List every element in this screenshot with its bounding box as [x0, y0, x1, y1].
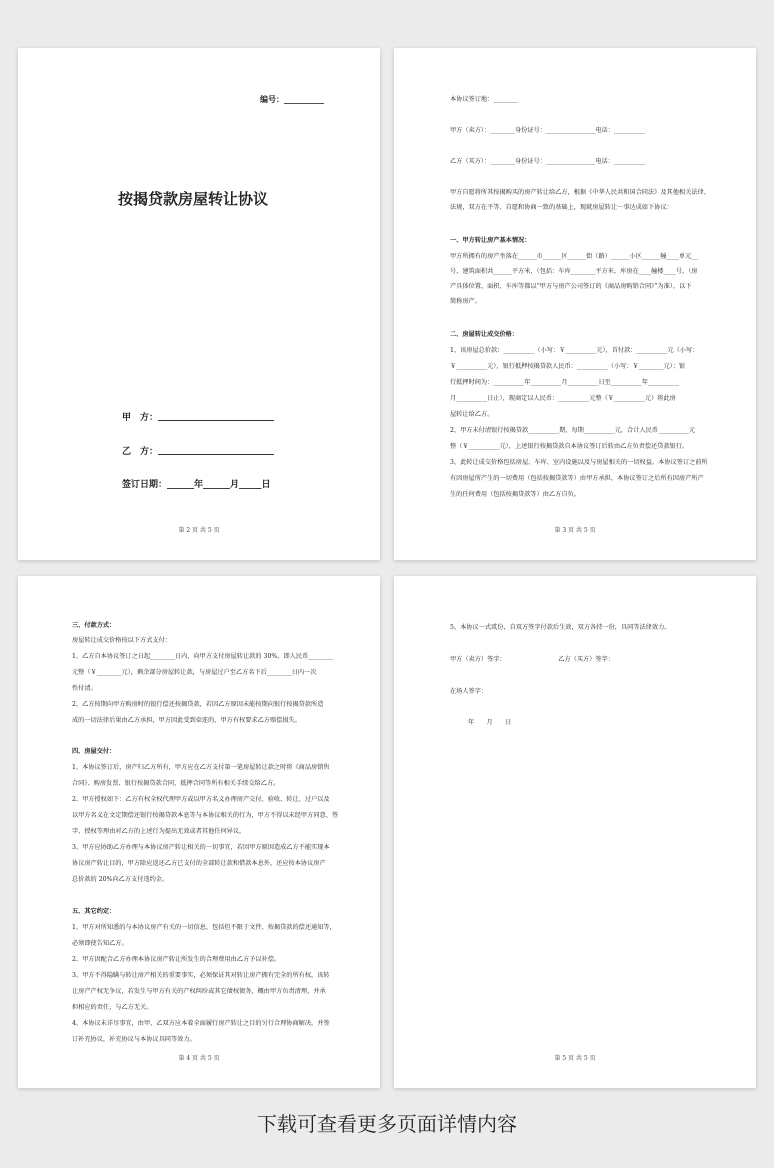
text-line: 有因房屋所产生的一切费用（包括按揭贷款等）由甲方承担，本协议签订之后所有因房产所产 — [450, 475, 704, 482]
text-line: 2、甲方授权如下：乙方有权全权代理甲方或以甲方名义办理房产交付、验收、转让、过户以及 — [72, 796, 330, 803]
text-line: 1、甲方对所知悉的与本协议房产有关的一切信息，包括但不限于文件、按揭贷款的偿还通知等， — [72, 924, 336, 931]
text-line: 乙方（买方）：________身份证号：________________电话：__________ — [450, 158, 645, 165]
text-line: 甲方（卖方）：________身份证号：________________电话：__________ — [450, 127, 645, 134]
text-line: 协议房产转让目的，甲方除应返还乙方已支付的全部转让款和借款本息外，还应按本协议房产 — [72, 860, 326, 867]
document-page-3 — [18, 576, 380, 1088]
text-line: 生的任何费用（包括按揭贷款等）由乙方自负。 — [450, 491, 580, 498]
text-line: 整（￥__________元），上述银行按揭贷款自本协议签订后转由乙方负责偿还贷款银行。 — [450, 443, 689, 450]
section-heading: 五、其它约定： — [72, 908, 116, 915]
text-line: 甲方自愿将所其按揭购买的房产转让给乙方，根据《中华人民共和国合同法》及其他相关法律、 — [450, 189, 710, 196]
text-line: 4、本协议未详尽事宜，由甲、乙双方应本着全面履行房产转让之目的另行合理协商解决，并签 — [72, 1020, 330, 1027]
text-line: 甲方所拥有的房产坐落在______市______区______街（路）______小区______幢____单元__ — [450, 253, 698, 260]
text-line: 元整（￥________元），剩余部分房屋转让款，与房屋过户至乙方名下后________日内一次 — [72, 669, 317, 676]
text-line: 订补充协议，补充协议与本协议具同等效力。 — [72, 1036, 196, 1043]
text-line: 2、甲方因配合乙方办理本协议房产转让所发生的合理费用由乙方予以补偿。 — [72, 956, 281, 963]
text-line: 月__________日止），现商定以人民币：__________元整（￥__________元）将此房 — [450, 395, 676, 402]
party-a-label: 甲 方： — [122, 413, 159, 423]
document-title: 按揭贷款房屋转让协议 — [118, 190, 269, 208]
text-line: 1、乙方自本协议签订之日起________日内，向甲方支付房屋转让款的 30%，即人民币________ — [72, 653, 333, 660]
text-line: 合同》、购房发票、银行按揭贷款合同、抵押合同等所有相关手续交给乙方。 — [72, 780, 280, 787]
text-line: 2、甲方未付清银行按揭贷款__________期，每期__________元，合计人民币__________元 — [450, 427, 696, 434]
party-b-label: 乙 方： — [122, 447, 159, 457]
text-line: 法规，双方在平等、自愿和协商一致的基础上，现就房屋转让一事达成如下协议： — [450, 204, 673, 211]
text-line: 成的一切法律后果由乙方承担，甲方因此受到牵连的，甲方有权要求乙方赔偿损失。 — [72, 717, 301, 724]
text-line: 号，建筑面积共______平方米，（包括：车库________平方米，库房在____幢楼____号，（房 — [450, 268, 698, 275]
witness-signature: 在场人签字： — [450, 688, 488, 695]
signature-line: 甲方（卖方）签字： 乙方（买方）签字： — [450, 656, 614, 663]
signing-date: 签订日期：______年______月_____日 — [122, 480, 271, 490]
text-line: 性付清。 — [72, 685, 97, 692]
document-page-2 — [394, 48, 756, 560]
download-caption: 下载可查看更多页面详情内容 — [257, 1112, 517, 1136]
section-heading: 二、房屋转让成交价格： — [450, 331, 519, 338]
document-page-cover — [18, 48, 380, 560]
party-b-underline — [158, 454, 274, 455]
section-heading: 三、付款方式： — [72, 622, 116, 629]
text-line: 必须即使告知乙方。 — [72, 940, 128, 947]
text-line: 产具体位置、面积、车库等都以“甲方与房产公司签订的《商品房购销合同》”为准），以下 — [450, 283, 692, 290]
section-heading: 四、房屋交付： — [72, 748, 116, 755]
text-line: 担相应的责任，与乙方无关。 — [72, 1004, 153, 1011]
text-line: 字、授权等理由对乙方的上述行为提出无效或者其他任何异议。 — [72, 828, 246, 835]
text-line: 以甲方名义在文定期偿还银行按揭贷款本息等与本协议相关的行为，甲方不得以未经甲方同意、签 — [72, 812, 339, 819]
text-line: 2、乙方按期向甲方购房时的银行偿还按揭贷款，若因乙方原因未能按期向银行按揭贷款所造 — [72, 701, 324, 708]
document-page-4 — [394, 576, 756, 1088]
text-line: 简称房产。 — [450, 298, 481, 305]
page-number: 第 4 页 共 5 页 — [178, 1055, 220, 1062]
text-line: 3、甲方应协助乙方办理与本协议房产转让相关的一切事宜，若因甲方原因造成乙方不能实现本 — [72, 844, 330, 851]
text-line: 本协议签订地：________ — [450, 96, 519, 103]
text-line: 3、此转让成交价格包括房屋、车库、室内设施以及与房屋相关的一切权益。本协议签订之前所 — [450, 459, 708, 466]
text-line: 1、本协议签订后，房产归乙方所有，甲方应在乙方支付第一笔房屋转让款之时将《商品房销售 — [72, 764, 330, 771]
text-line: 让房产产权无争议，若发生与甲方有关的产权纠纷或其它债权债务，概由甲方负责清理，并承 — [72, 988, 326, 995]
text-line: 屋转让给乙方。 — [450, 411, 494, 418]
page-number: 第 3 页 共 5 页 — [554, 527, 596, 534]
text-line: 房屋转让成交价格按以下方式支付： — [72, 637, 171, 644]
page-number: 第 5 页 共 5 页 — [554, 1055, 596, 1062]
text-line: 1、该房屋总价款：__________（小写：￥__________元），首付款：__________元（小写： — [450, 347, 699, 354]
party-a-underline — [158, 420, 274, 421]
text-line: 3、甲方不得隐瞒与转让房产相关的重要事实，必须保证其对转让房产拥有完全的所有权，该转 — [72, 972, 330, 979]
page-number: 第 2 页 共 5 页 — [178, 527, 220, 534]
text-line: 5、本协议一式贰份，自双方签字付款后生效，双方各持一份，具同等法律效力。 — [450, 624, 671, 631]
text-line: ￥__________元），银行抵押按揭贷款人民币：__________（小写：￥________元）；银 — [450, 363, 686, 370]
section-heading: 一、甲方转让房产基本情况： — [450, 237, 531, 244]
text-line: 总价款的 20%向乙方支付违约金。 — [72, 876, 169, 883]
contract-number: 编号：__________ — [260, 94, 324, 104]
text-line: 行抵押时间为：__________年__________月__________日至__________年__________ — [450, 379, 679, 386]
date-line: 年 月 日 — [468, 719, 512, 726]
